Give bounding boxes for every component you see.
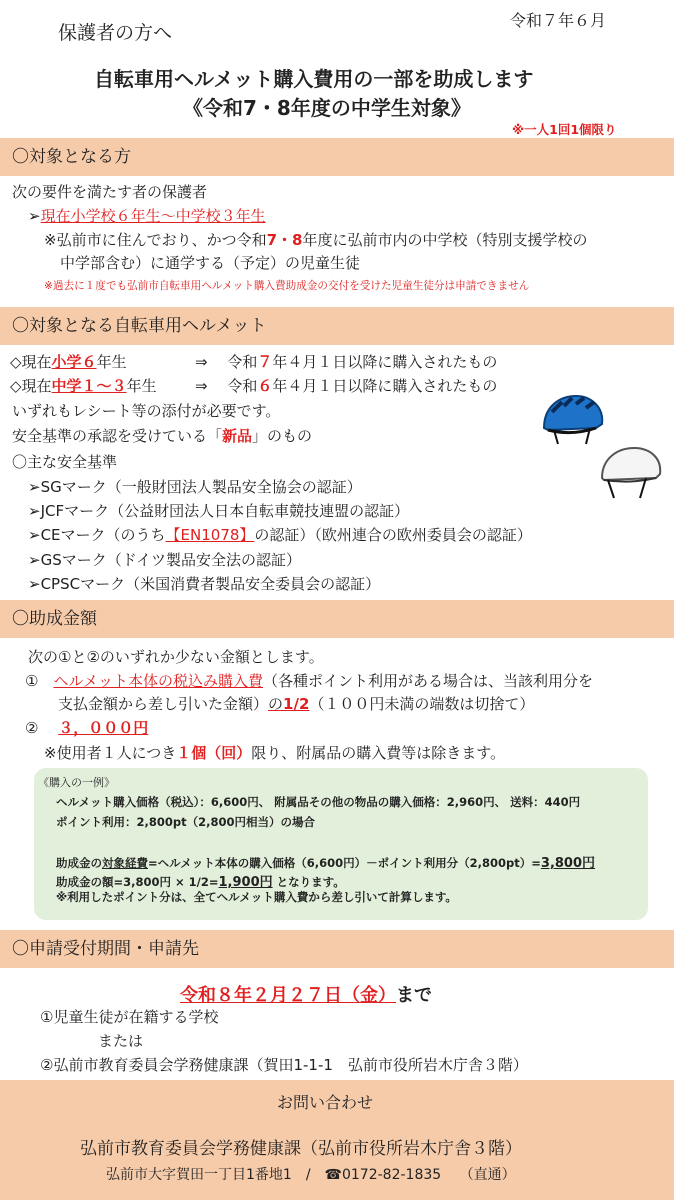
helmet-row-elementary-date: ⇒ 令和７年４月１日以降に購入されたもの xyxy=(195,353,498,371)
standard-jcf: ➢JCFマーク（公益財団法人日本自転車競技連盟の認証） xyxy=(28,502,410,520)
helmet-row-elementary: ◇現在小学６年生 xyxy=(10,353,127,371)
example-line-grant: 助成金の額=3,800円 × 1/2=1,900円 となります。 xyxy=(56,875,345,890)
exclusion-note: ※過去に１度でも弘前市自転車用ヘルメット購入費助成金の交付を受けた児童生徒分は申請できません xyxy=(44,280,530,292)
target-years: 7・8 xyxy=(266,231,303,249)
example-line-eligible-cost: 助成金の対象経費=ヘルメット本体の購入価格（6,600円）－ポイント利用分（2,800pt）=3,800円 xyxy=(56,856,596,871)
blue-helmet-icon xyxy=(538,392,608,448)
white-helmet-icon xyxy=(596,444,666,502)
max-amount: ３，０００円 xyxy=(58,719,149,737)
example-box xyxy=(34,768,648,920)
standard-cpsc: ➢CPSCマーク（米国消費者製品安全委員会の認証） xyxy=(28,575,381,593)
section-heading-eligible: 〇対象となる方 xyxy=(0,138,674,176)
amount-note: ※使用者１人につき１個（回）限り、附属品の購入費等は除きます。 xyxy=(44,744,506,762)
arrow-icon: ⇒ xyxy=(195,353,208,371)
section-heading-helmet: 〇対象となる自転車用ヘルメット xyxy=(0,307,674,345)
section-heading-application: 〇申請受付期間・申請先 xyxy=(0,930,674,968)
bullet-marker: ➢ xyxy=(28,207,41,225)
example-line-note: ※利用したポイント分は、全てヘルメット購入費から差し引いて計算します。 xyxy=(56,890,457,904)
page-title: 自転車用ヘルメット購入費用の一部を助成します xyxy=(94,67,534,91)
contact-heading: お問い合わせ xyxy=(277,1093,374,1112)
approval-note: 安全基準の承認を受けている「新品」のもの xyxy=(12,427,313,445)
standard-sg: ➢SGマーク（一般財団法人製品安全協会の認証） xyxy=(28,478,362,496)
standards-title: 〇主な安全基準 xyxy=(12,453,118,471)
recipient: 保護者の方へ xyxy=(58,22,173,44)
contact-phone[interactable]: ☎0172-82-1835 xyxy=(324,1167,442,1183)
contact-address: 弘前市大字賀田一丁目1番地1 xyxy=(106,1167,292,1183)
eligible-condition-cont: 中学部含む）に通学する（予定）の児童生徒 xyxy=(60,254,361,272)
standard-ce: ➢CEマーク（のうち【EN1078】の認証）（欧州連合の欧州委員会の認証） xyxy=(28,526,532,544)
arrow-icon: ⇒ xyxy=(195,377,208,395)
example-title: 《購入の一例》 xyxy=(38,776,115,789)
eligible-condition: ※弘前市に住んでおり、かつ令和7・8年度に弘前市内の中学校（特別支援学校の xyxy=(44,231,588,249)
amount-item-1-cont: 支払金額から差し引いた金額）の1/2（１００円未満の端数は切捨て） xyxy=(58,695,535,713)
amount-item-2: ② ３，０００円 xyxy=(25,719,149,737)
eligible-target xyxy=(28,205,266,226)
helmet-row-junior-date: ⇒ 令和６年４月１日以降に購入されたもの xyxy=(195,377,498,395)
issue-date: 令和７年６月 xyxy=(510,11,607,30)
apply-place-school: ①児童生徒が在籍する学校 xyxy=(40,1008,219,1026)
example-line-prices: ヘルメット購入価格（税込）：6,600円、 附属品その他の物品の購入価格：2,960円、 送料：440円 xyxy=(56,795,581,809)
contact-panel xyxy=(0,1080,674,1200)
page-subtitle: 《令和7・8年度の中学生対象》 xyxy=(183,96,471,120)
apply-or: または xyxy=(98,1032,144,1050)
apply-place-office: ②弘前市教育委員会学務健康課（賀田1-1-1 弘前市役所岩木庁舎３階） xyxy=(40,1056,528,1074)
eligible-intro: 次の要件を満たす者の保護者 xyxy=(12,183,208,201)
amount-item-1: ① ヘルメット本体の税込み購入費（各種ポイント利用がある場合は、当該利用分を xyxy=(25,672,594,690)
receipt-note: いずれもレシート等の添付が必要です。 xyxy=(12,402,281,420)
standard-gs: ➢GSマーク（ドイツ製品安全法の認証） xyxy=(28,551,301,569)
target-grades: 現在小学校６年生～中学校３年生 xyxy=(40,207,266,225)
contact-office: 弘前市教育委員会学務健康課（弘前市役所岩木庁舎３階） xyxy=(80,1139,522,1159)
helmet-row-junior: ◇現在中学１～３年生 xyxy=(10,377,157,395)
limit-note: ※一人1回1個限り xyxy=(512,122,617,137)
amount-intro: 次の①と②のいずれか少ない金額とします。 xyxy=(28,648,324,666)
example-line-points: ポイント利用：2,800pt（2,800円相当）の場合 xyxy=(56,815,315,829)
section-heading-amount: 〇助成金額 xyxy=(0,600,674,638)
contact-address-line: 弘前市大字賀田一丁目1番地1 / ☎0172-82-1835 （直通） xyxy=(106,1167,516,1183)
deadline: 令和８年２月２７日（金）まで xyxy=(180,985,432,1006)
